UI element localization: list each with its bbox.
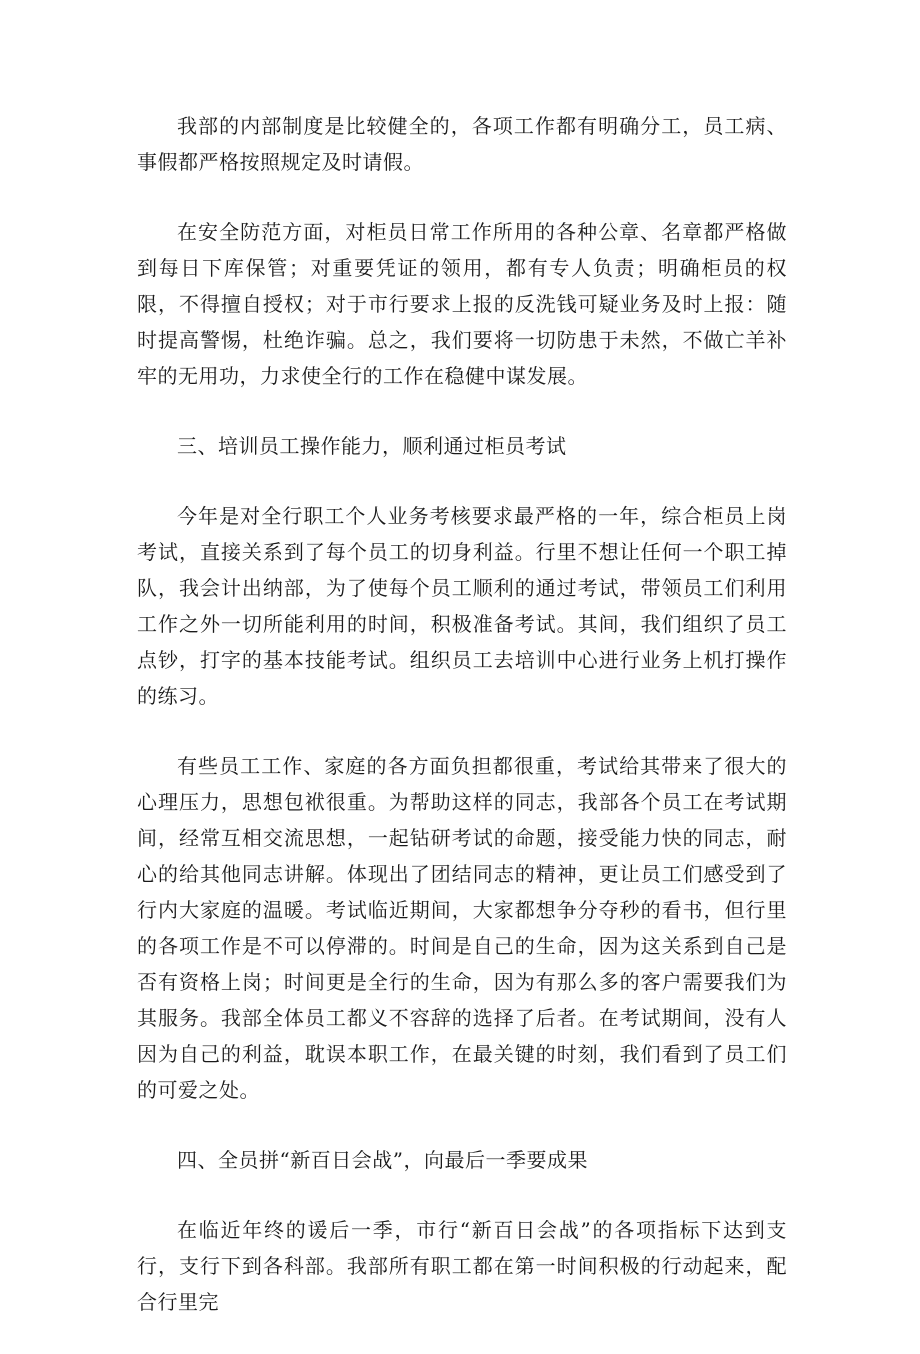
document-body [137,108,787,1354]
paragraph-employee-support: 有些员工工作、家庭的各方面负担都很重，考试给其带来了很大的心理压力，思想包袱很重。为帮助这样的同志，我部各个员工在考试期间，经常互相交流思想，一起钻研考试的命题，接受能力快的同志，耐心的给其他同志讲解。体现出了团结同志的精神，更让员工们感受到了行内大家庭的温暖。考试临近期间，大家都想争分夺秒的看书，但行里的各项工作是不可以停滞的。时间是自己的生命，因为这关系到自己是否有资格上岗；时间更是全行的生命，因为有那么多的客户需要我们为其服务。我部全体员工都义不容辞的选择了后者。在考试期间，没有人因为自己的利益，耽误本职工作，在最关键的时刻，我们看到了员工们的可爱之处。 [137,754,787,1102]
paragraph-year-end-campaign: 在临近年终的谖后一季，市行“新百日会战”的各项指标下达到支行，支行下到各科部。我部所有职工都在第一时间积极的行动起来，配合行里完 [137,1218,787,1314]
paragraph-security-prevention: 在安全防范方面，对柜员日常工作所用的各种公章、名章都严格做到每日下库保管；对重要凭证的领用，都有专人负责；明确柜员的权限，不得擅自授权；对于市行要求上报的反洗钱可疑业务及时上报：随时提高警惕，杜绝诈骗。总之，我们要将一切防患于未然，不做亡羊补牢的无用功，力求使全行的工作在稳健中谋发展。 [137,220,787,388]
section-heading-hundred-day-campaign: 四、全员拼“新百日会战”，向最后一季要成果 [177,1148,588,1172]
paragraph-internal-system: 我部的内部制度是比较健全的，各项工作都有明确分工，员工病、事假都严格按照规定及时请假。 [137,114,787,174]
section-heading-training: 三、培训员工操作能力，顺利通过柜员考试 [177,434,567,458]
paragraph-exam-assessment: 今年是对全行职工个人业务考核要求最严格的一年，综合柜员上岗考试，直接关系到了每个员工的切身利益。行里不想让任何一个职工掉队，我会计出纳部，为了使每个员工顺利的通过考试，带领员工们利用工作之外一切所能利用的时间，积极准备考试。其间，我们组织了员工点钞，打字的基本技能考试。组织员工去培训中心进行业务上机打操作的练习。 [137,504,787,708]
